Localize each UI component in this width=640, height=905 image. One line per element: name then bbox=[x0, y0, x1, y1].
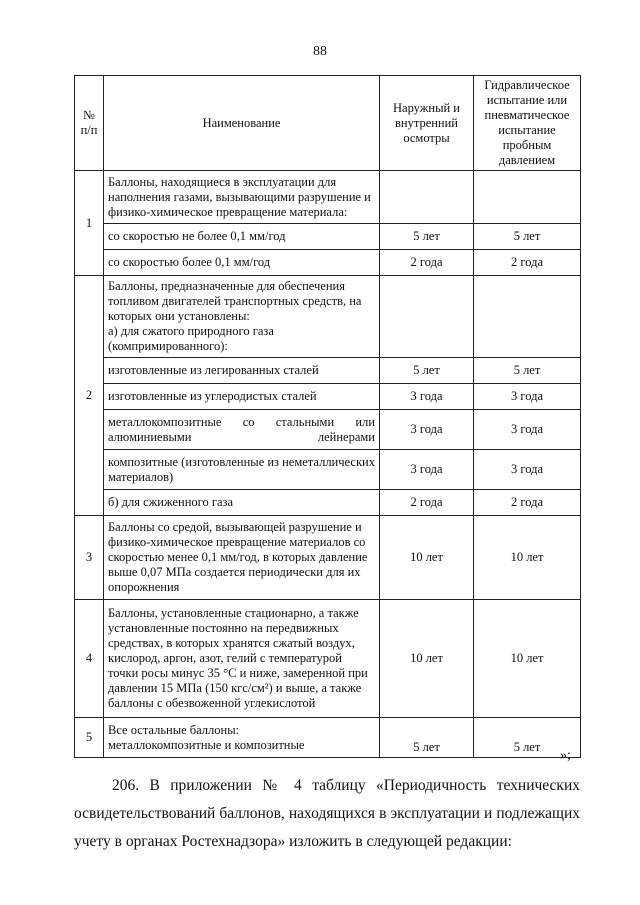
row-inspection: 10 лет bbox=[380, 516, 474, 600]
inspection-periods-table bbox=[74, 75, 581, 758]
row-test: 5 лет bbox=[474, 718, 581, 758]
row-number: 5 bbox=[75, 718, 104, 758]
row-inspection bbox=[380, 171, 474, 224]
row-number: 4 bbox=[75, 600, 104, 718]
row-test: 10 лет bbox=[474, 600, 581, 718]
row-inspection: 10 лет bbox=[380, 600, 474, 718]
row-test: 3 года bbox=[474, 384, 581, 410]
row-inspection: 3 года bbox=[380, 410, 474, 450]
header-name: Наименование bbox=[104, 76, 380, 171]
amendment-paragraph bbox=[74, 772, 580, 856]
table-row bbox=[75, 250, 581, 276]
row-test: 5 лет bbox=[474, 358, 581, 384]
row-name: изготовленные из углеродистых сталей bbox=[104, 384, 380, 410]
table-header-row bbox=[75, 76, 581, 171]
row-inspection: 5 лет bbox=[380, 358, 474, 384]
table-row bbox=[75, 490, 581, 516]
row-inspection: 2 года bbox=[380, 490, 474, 516]
table-row bbox=[75, 384, 581, 410]
paragraph-line: освидетельствований баллонов, находящихся в эксплуатации и подлежащих bbox=[74, 805, 580, 822]
header-num: № п/п bbox=[75, 76, 104, 171]
row-test: 2 года bbox=[474, 250, 581, 276]
row-inspection: 5 лет bbox=[380, 718, 474, 758]
row-inspection: 3 года bbox=[380, 450, 474, 490]
header-test: Гидравлическое испытание или пневматическое испытание пробным давлением bbox=[474, 76, 581, 171]
table-row bbox=[75, 358, 581, 384]
row-number: 1 bbox=[75, 171, 104, 276]
row-name: композитные (изготовленные из неметаллических материалов) bbox=[104, 450, 380, 490]
row-inspection: 3 года bbox=[380, 384, 474, 410]
row-name: изготовленные из легированных сталей bbox=[104, 358, 380, 384]
row-test: 3 года bbox=[474, 410, 581, 450]
row-test: 5 лет bbox=[474, 224, 581, 250]
closing-quote-mark: »; bbox=[560, 748, 571, 763]
row-name: Баллоны со средой, вызывающей разрушение и физико-химическое превращение материалов со скоростью менее 0,1 мм/год, в которых давление выше 0,07 МПа создается периодически для их опорожнения bbox=[104, 516, 380, 600]
table-row bbox=[75, 410, 581, 450]
paragraph-line: 206. В приложении № 4 таблицу «Периодичность технических bbox=[112, 777, 580, 794]
row-name: со скоростью более 0,1 мм/год bbox=[104, 250, 380, 276]
page-number: 88 bbox=[313, 44, 327, 59]
table-row bbox=[75, 600, 581, 718]
row-name: Баллоны, установленные стационарно, а также установленные постоянно на передвижных средствах, в которых хранятся сжатый воздух, кислород, аргон, азот, гелий с температурой точки росы минус 35 °С и ниже, замеренной при давлении 15 МПа (150 кгс/см²) и выше, а также баллоны с обезвоженной углекислотой bbox=[104, 600, 380, 718]
table-row bbox=[75, 171, 581, 224]
row-test bbox=[474, 171, 581, 224]
header-inspection: Наружный и внутренний осмотры bbox=[380, 76, 474, 171]
row-name: Баллоны, находящиеся в эксплуатации для наполнения газами, вызывающими разрушение и физико-химическое превращение материала: bbox=[104, 171, 380, 224]
row-test: 3 года bbox=[474, 450, 581, 490]
table-row bbox=[75, 224, 581, 250]
row-number: 3 bbox=[75, 516, 104, 600]
row-number: 2 bbox=[75, 276, 104, 516]
row-name: б) для сжиженного газа bbox=[104, 490, 380, 516]
row-inspection bbox=[380, 276, 474, 358]
row-name: Все остальные баллоны: металлокомпозитные и композитные bbox=[104, 718, 380, 758]
row-name: Баллоны, предназначенные для обеспечения топливом двигателей транспортных средств, на которых они установлены: а) для сжатого природного газа (компримированного): bbox=[104, 276, 380, 358]
paragraph-line: учету в органах Ростехнадзора» изложить в следующей редакции: bbox=[74, 833, 512, 850]
row-name: металлокомпозитные со стальными или алюминиевыми лейнерами bbox=[104, 410, 380, 450]
table-row bbox=[75, 718, 581, 758]
table-row bbox=[75, 516, 581, 600]
table-row bbox=[75, 276, 581, 358]
row-inspection: 5 лет bbox=[380, 224, 474, 250]
row-test: 2 года bbox=[474, 490, 581, 516]
row-test: 10 лет bbox=[474, 516, 581, 600]
row-test bbox=[474, 276, 581, 358]
table-row bbox=[75, 450, 581, 490]
row-name: со скоростью не более 0,1 мм/год bbox=[104, 224, 380, 250]
row-inspection: 2 года bbox=[380, 250, 474, 276]
